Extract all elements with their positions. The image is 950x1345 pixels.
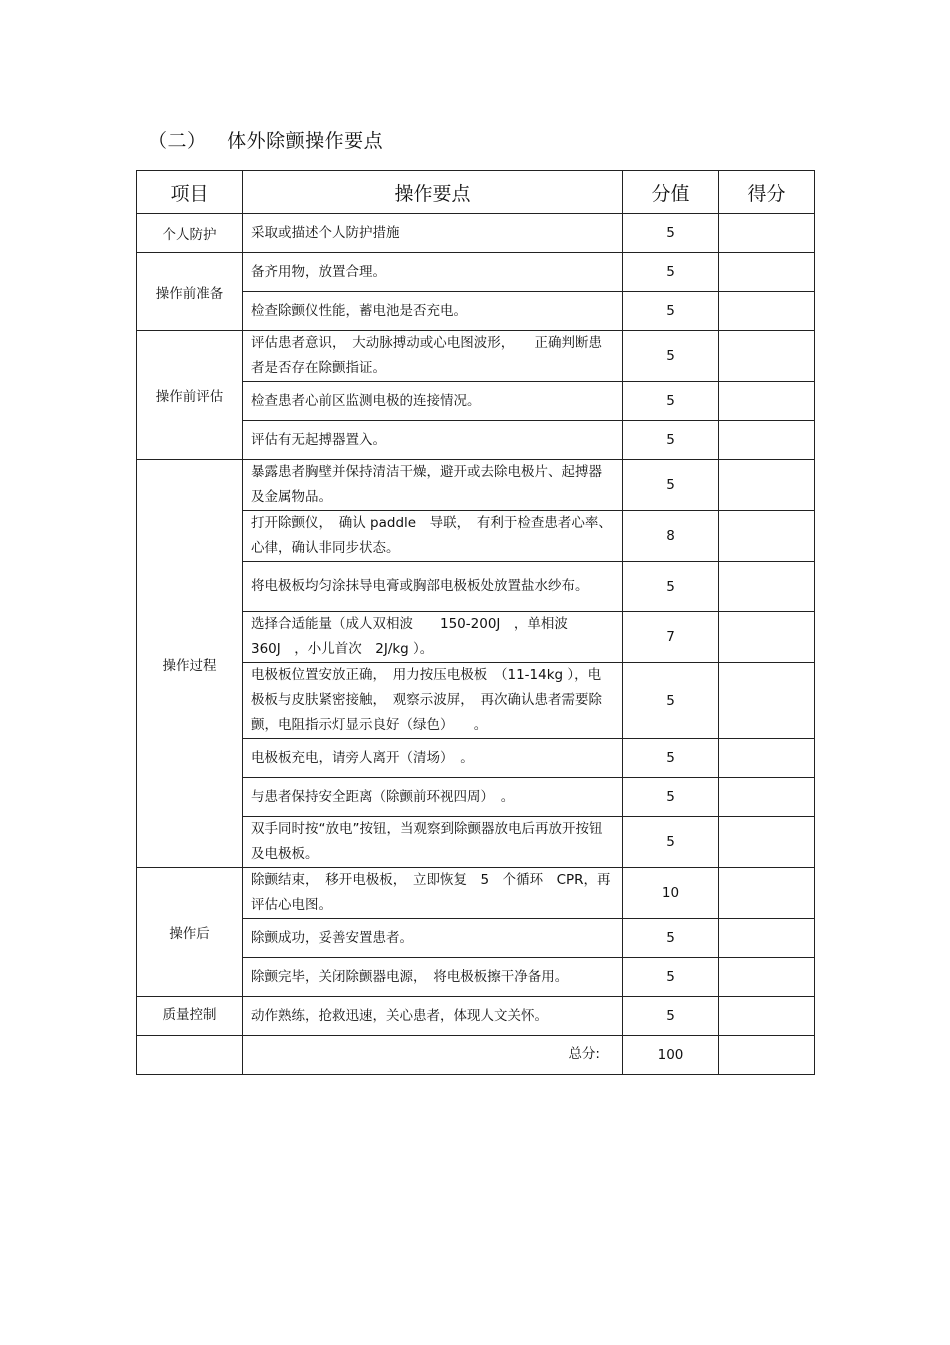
header-score: 分值 <box>623 171 719 214</box>
score-cell: 5 <box>623 292 719 331</box>
earned-cell[interactable] <box>719 958 815 997</box>
point-cell: 电极板充电，请旁人离开（清场） 。 <box>243 739 623 778</box>
category-cell: 操作后 <box>137 868 243 997</box>
point-cell: 除颤结束， 移开电极板， 立即恢复 5 个循环 CPR，再评估心电图。 <box>243 868 623 919</box>
point-cell: 打开除颤仪， 确认 paddle 导联， 有利于检查患者心率、心律，确认非同步状态。 <box>243 511 623 562</box>
section-number: （二） <box>148 130 207 152</box>
point-cell: 将电极板均匀涂抹导电膏或胸部电极板处放置盐水纱布。 <box>243 562 623 612</box>
section-heading <box>148 126 383 153</box>
scoring-table <box>136 170 815 1075</box>
earned-cell[interactable] <box>719 778 815 817</box>
table-row <box>137 868 815 919</box>
score-cell: 5 <box>623 562 719 612</box>
total-score: 100 <box>623 1036 719 1075</box>
earned-cell[interactable] <box>719 421 815 460</box>
table-row <box>137 214 815 253</box>
table-row <box>137 331 815 382</box>
earned-cell[interactable] <box>719 868 815 919</box>
earned-cell[interactable] <box>719 562 815 612</box>
point-cell: 除颤成功，妥善安置患者。 <box>243 919 623 958</box>
total-earned-cell[interactable] <box>719 1036 815 1075</box>
score-cell: 5 <box>623 253 719 292</box>
point-cell: 采取或描述个人防护措施 <box>243 214 623 253</box>
earned-cell[interactable] <box>719 739 815 778</box>
earned-cell[interactable] <box>719 612 815 663</box>
table-row <box>137 460 815 511</box>
total-label: 总分: <box>243 1036 623 1075</box>
category-cell: 个人防护 <box>137 214 243 253</box>
score-cell: 5 <box>623 421 719 460</box>
header-earned: 得分 <box>719 171 815 214</box>
point-cell: 电极板位置安放正确， 用力按压电极板 （11-14kg ），电极板与皮肤紧密接触， 观察示波屏， 再次确认患者需要除颤，电阻指示灯显示良好（绿色） 。 <box>243 663 623 739</box>
section-title: 体外除颤操作要点 <box>227 130 384 152</box>
point-cell: 备齐用物，放置合理。 <box>243 253 623 292</box>
earned-cell[interactable] <box>719 817 815 868</box>
score-cell: 5 <box>623 214 719 253</box>
header-item: 项目 <box>137 171 243 214</box>
point-cell: 检查患者心前区监测电极的连接情况。 <box>243 382 623 421</box>
point-cell: 双手同时按“放电”按钮，当观察到除颤器放电后再放开按钮及电极板。 <box>243 817 623 868</box>
point-cell: 暴露患者胸壁并保持清洁干燥，避开或去除电极片、起搏器及金属物品。 <box>243 460 623 511</box>
score-cell: 10 <box>623 868 719 919</box>
total-blank-cell <box>137 1036 243 1075</box>
table-row <box>137 253 815 292</box>
table-header-row <box>137 171 815 214</box>
score-cell: 5 <box>623 382 719 421</box>
earned-cell[interactable] <box>719 292 815 331</box>
earned-cell[interactable] <box>719 460 815 511</box>
point-cell: 选择合适能量（成人双相波 150-200J ，单相波360J ，小儿首次 2J/kg ）。 <box>243 612 623 663</box>
score-cell: 5 <box>623 997 719 1036</box>
earned-cell[interactable] <box>719 214 815 253</box>
point-cell: 评估患者意识， 大动脉搏动或心电图波形， 正确判断患者是否存在除颤指证。 <box>243 331 623 382</box>
earned-cell[interactable] <box>719 253 815 292</box>
score-cell: 5 <box>623 663 719 739</box>
score-cell: 5 <box>623 331 719 382</box>
score-cell: 8 <box>623 511 719 562</box>
point-cell: 检查除颤仪性能，蓄电池是否充电。 <box>243 292 623 331</box>
score-cell: 5 <box>623 958 719 997</box>
point-cell: 评估有无起搏器置入。 <box>243 421 623 460</box>
earned-cell[interactable] <box>719 331 815 382</box>
category-cell: 操作前评估 <box>137 331 243 460</box>
score-cell: 5 <box>623 739 719 778</box>
earned-cell[interactable] <box>719 919 815 958</box>
earned-cell[interactable] <box>719 511 815 562</box>
score-cell: 5 <box>623 817 719 868</box>
earned-cell[interactable] <box>719 663 815 739</box>
point-cell: 动作熟练，抢救迅速，关心患者，体现人文关怀。 <box>243 997 623 1036</box>
point-cell: 除颤完毕，关闭除颤器电源， 将电极板擦干净备用。 <box>243 958 623 997</box>
category-cell: 操作过程 <box>137 460 243 868</box>
score-cell: 7 <box>623 612 719 663</box>
category-cell: 操作前准备 <box>137 253 243 331</box>
header-points: 操作要点 <box>243 171 623 214</box>
earned-cell[interactable] <box>719 997 815 1036</box>
earned-cell[interactable] <box>719 382 815 421</box>
category-cell: 质量控制 <box>137 997 243 1036</box>
score-cell: 5 <box>623 460 719 511</box>
point-cell: 与患者保持安全距离（除颤前环视四周） 。 <box>243 778 623 817</box>
table-row <box>137 997 815 1036</box>
total-row <box>137 1036 815 1075</box>
score-cell: 5 <box>623 919 719 958</box>
score-cell: 5 <box>623 778 719 817</box>
